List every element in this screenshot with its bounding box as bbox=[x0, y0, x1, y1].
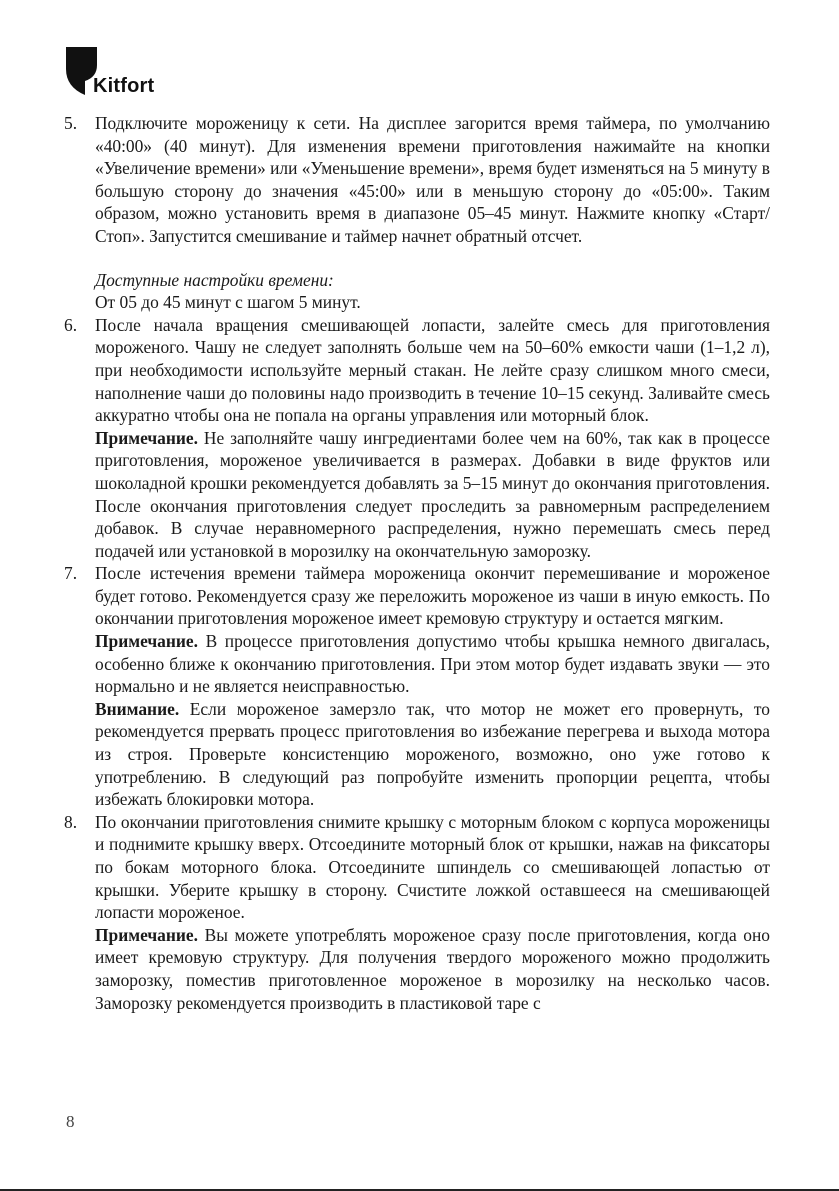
note-text: Не заполняйте чашу ингредиентами более чем на 60%, так как в процессе приготовления, мороженое увеличивается в размерах. Добавки в виде фруктов или шоколадной крошки рекомендуется добавлять за 5–15 минут до окончания приготовления. После окончания приготовления следует проследить за равномерным распределением добавок. В случае неравномерного распределения, нужно перемешать смесь перед подачей или установкой в морозилку на окончательную заморозку. bbox=[95, 427, 770, 561]
note-text: Вы можете употреблять мороженое сразу после приготовления, когда оно имеет кремовую структуру. Для получения твердого мороженого можно продолжить заморозку, поместив приготовленное мороженое в морозилку на несколько часов. Заморозку рекомендуется производить в пластиковой таре с bbox=[95, 924, 770, 1013]
item-number: 7. bbox=[64, 563, 78, 584]
item-number: 8. bbox=[64, 811, 78, 832]
item-text: По окончании приготовления снимите крышку с моторным блоком с корпуса мороженицы и поднимите крышку вверх. Отсоедините моторный блок от крышки, нажав на фиксаторы по бокам моторного блока. Отсоедините шпиндель со смешивающей лопастью от крышки. Уберите крышку в сторону. Счистите ложкой оставшееся на смешивающей лопасти мороженое. bbox=[95, 811, 770, 923]
item-number: 5. bbox=[64, 113, 78, 133]
time-settings-title: Доступные настройки времени: bbox=[95, 269, 334, 290]
note-text: В процессе приготовления допустимо чтобы крышка немного двигалась, особенно ближе к окончанию приготовления. При этом мотор будет издавать звуки — это нормально и не является неисправностью. bbox=[95, 631, 770, 697]
instructions-body bbox=[64, 112, 770, 1014]
item-text: После начала вращения смешивающей лопасти, залейте смесь для приготовления мороженого. Чашу не следует заполнять больше чем на 50–60% емкости чаши (1–1,2 л), при необходимости используйте мерный стакан. Не лейте сразу слишком много смеси, наполнение чаши до половины надо производить в течение 10–15 секунд. Заливайте смесь аккуратно чтобы она не попала на органы управления или моторный блок. bbox=[95, 314, 770, 426]
list-item-7 bbox=[64, 562, 770, 811]
page-header bbox=[66, 44, 266, 100]
note bbox=[95, 630, 770, 698]
warning-label: Внимание. bbox=[95, 698, 180, 719]
list-item-5 bbox=[64, 112, 770, 248]
note bbox=[95, 924, 770, 1014]
note-label: Примечание. bbox=[95, 631, 198, 652]
note-label: Примечание. bbox=[95, 924, 198, 945]
time-settings bbox=[64, 269, 770, 314]
list-item-6 bbox=[64, 314, 770, 563]
item-number: 6. bbox=[64, 314, 78, 335]
page-number: 8 bbox=[66, 1112, 75, 1131]
item-text: После истечения времени таймера мороженица окончит перемешивание и мороженое будет готово. Рекомендуется сразу же переложить мороженое из чаши в иную емкость. По окончании приготовления мороженое имеет кремовую структуру и остается мягким. bbox=[95, 563, 770, 629]
note-label: Примечание. bbox=[95, 427, 198, 448]
warning-text: Если мороженое замерзло так, что мотор не может его провернуть, то рекомендуется прервать процесс приготовления во избежание перегрева и выхода мотора из строя. Проверьте консистенцию мороженого, возможно, оно уже готово к употреблению. В следующий раз попробуйте изменить пропорции рецепта, чтобы избежать блокировки мотора. bbox=[95, 698, 770, 810]
note bbox=[95, 427, 770, 563]
list-item-8 bbox=[64, 811, 770, 1014]
item-text: Подключите мороженицу к сети. На дисплее загорится время таймера, по умолчанию «40:00» (40 минут). Для изменения времени приготовления нажимайте на кнопки «Увеличение времени» или «Уменьшение времени», время будет изменяться на 5 минуту в большую сторону до значения «45:00» или в меньшую сторону до «05:00». Таким образом, можно установить время в диапазоне 05–45 минут. Нажмите кнопку «Старт/Стоп». Запустится смешивание и таймер начнет обратный отсчет. bbox=[95, 113, 770, 246]
brand-name: Kitfort bbox=[93, 75, 155, 97]
warning bbox=[95, 698, 770, 811]
time-settings-text: От 05 до 45 минут с шагом 5 минут. bbox=[95, 292, 361, 313]
